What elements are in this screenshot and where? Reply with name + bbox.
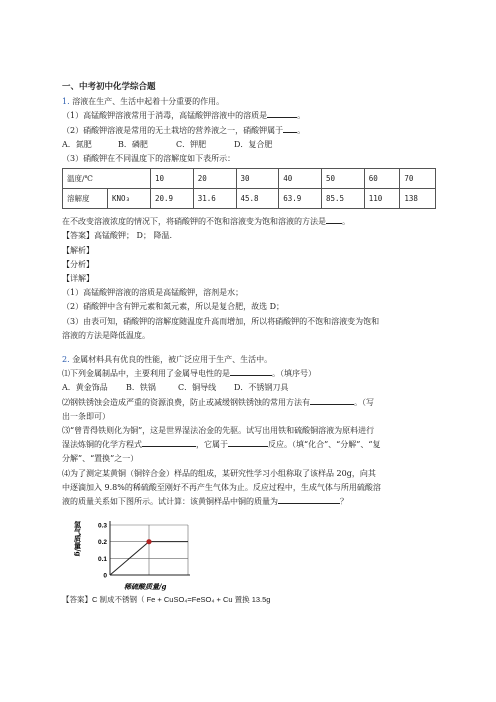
option-a: A．黄金饰品 bbox=[62, 383, 108, 393]
q1-part2-text: （2）硝酸钾溶液是常用的无土栽培的营养液之一，硝酸钾属于 bbox=[62, 125, 284, 135]
table-row bbox=[63, 169, 436, 189]
table-cell: 20 bbox=[193, 169, 236, 189]
option-d: D．复合肥 bbox=[234, 139, 273, 149]
q1-part1-text: （1）高锰酸钾溶液常用于消毒，高锰酸钾溶液中的溶质是 bbox=[62, 111, 268, 121]
q1-detail-1: （1）高锰酸钾溶液的溶质是高锰酸钾，溶剂是水； bbox=[62, 288, 244, 298]
table-cell: 85.5 bbox=[322, 189, 365, 209]
q1-part3: （3）硝酸钾在不同温度下的溶解度如下表所示： bbox=[62, 154, 236, 164]
q2-sub3c: 分解”、“置换”之一） bbox=[62, 454, 139, 464]
q1-part1 bbox=[62, 109, 442, 123]
data-point-marker bbox=[146, 539, 151, 544]
q1-part2 bbox=[62, 124, 442, 138]
q2-number: 2. bbox=[62, 355, 70, 365]
q1-stem bbox=[62, 95, 442, 109]
y-tick-label: 0.2 bbox=[97, 539, 107, 547]
q1-detail-3a: （3）由表可知，硝酸钾的溶解度随温度升高而增加，所以将硝酸钾的不饱和溶液变为饱和 bbox=[62, 316, 380, 326]
y-axis-label: 氢气质量/g bbox=[74, 521, 83, 557]
q2-sub4c-text: 液的质量关系如下图所示。试计算：该黄铜样品中铜的质量为 bbox=[62, 497, 278, 507]
table-cell: 40 bbox=[279, 169, 322, 189]
y-tick-label: 0.1 bbox=[97, 556, 107, 564]
table-cell: 45.8 bbox=[236, 189, 279, 209]
table-cell: 138 bbox=[400, 189, 436, 209]
table-cell: 10 bbox=[151, 169, 194, 189]
temperature-label: 温度/℃ bbox=[63, 169, 151, 189]
table-cell: 60 bbox=[364, 169, 400, 189]
q2-sub3b-end: 反应。（填“化合”、“分解”、“复 bbox=[268, 440, 381, 450]
q1-fenxi: 【分析】 bbox=[62, 259, 94, 269]
q1-part4-end: 。 bbox=[342, 217, 350, 227]
q1-part4 bbox=[62, 215, 442, 229]
q1-part1-end: 。 bbox=[297, 111, 306, 121]
q2-stem-text: 金属材料具有优良的性能，被广泛应用于生产、生活中。 bbox=[72, 355, 273, 365]
answer-blank bbox=[283, 124, 297, 133]
x-axis-label: 稀硫酸质量/g bbox=[124, 582, 167, 592]
q2-stem bbox=[62, 353, 442, 367]
option-b: B．磷肥 bbox=[118, 139, 148, 149]
q2-sub2a bbox=[62, 396, 442, 410]
q1-xiangjie: 【详解】 bbox=[62, 274, 94, 284]
q2-sub4c bbox=[62, 495, 442, 509]
q2-sub3a: ⑶“曾青得铁则化为铜”，这是世界湿法冶金的先驱。试写出用铁和硫酸铜溶液为原料进行 bbox=[62, 426, 375, 436]
q1-options bbox=[62, 138, 442, 152]
answer-blank bbox=[230, 367, 272, 376]
answer-blank bbox=[310, 396, 354, 405]
hydrogen-chart bbox=[74, 513, 194, 591]
solubility-label: 溶解度 bbox=[63, 189, 108, 209]
solubility-table bbox=[62, 168, 436, 209]
q2-sub2a-end: 。（写 bbox=[354, 397, 374, 407]
option-a: A．氮肥 bbox=[62, 139, 92, 149]
q2-sub1-end: 。（填序号） bbox=[272, 369, 316, 379]
y-tick-label: 0.3 bbox=[97, 522, 107, 530]
q2-sub3b-text: 湿法炼铜的化学方程式 bbox=[62, 440, 142, 450]
section-title: 一、中考初中化学综合题 bbox=[62, 82, 156, 92]
chart-svg bbox=[74, 513, 194, 591]
option-c: C．钾肥 bbox=[176, 139, 207, 149]
q1-number: 1. bbox=[62, 97, 70, 107]
q2-sub1 bbox=[62, 367, 442, 381]
q2-sub2a-text: ⑵钢铁锈蚀会造成严重的资源浪费，防止或减缓钢铁锈蚀的常用方法有 bbox=[62, 397, 310, 407]
q1-stem-text: 溶液在生产、生活中起着十分重要的作用。 bbox=[72, 97, 225, 107]
option-c: C．铜导线 bbox=[178, 383, 217, 393]
answer-blank bbox=[142, 438, 196, 447]
q1-detail-2: （2）硝酸钾中含有钾元素和氮元素，所以是复合肥，故选 D； bbox=[62, 302, 285, 312]
answer-blank bbox=[267, 109, 297, 118]
q2-sub3b-mid: ，它属于 bbox=[196, 440, 228, 450]
q2-sub4b: 中逐滴加入 9.8%的稀硫酸至刚好不再产生气体为止。反应过程中，生成气体与所用硫酸溶 bbox=[62, 482, 381, 492]
q1-answer: 【答案】高锰酸钾； D； 降温. bbox=[62, 231, 173, 241]
document-page bbox=[62, 80, 442, 607]
table-cell: 20.9 bbox=[151, 189, 194, 209]
q1-detail-3b: 溶液的方法是降低温度。 bbox=[62, 330, 150, 340]
table-cell: 31.6 bbox=[193, 189, 236, 209]
answer-blank bbox=[326, 215, 342, 224]
table-cell: 70 bbox=[400, 169, 436, 189]
q1-part4-text: 在不改变溶液浓度的情况下，将硝酸钾的不饱和溶液变为饱和溶液的方法是 bbox=[62, 217, 326, 227]
answer-blank bbox=[278, 495, 340, 504]
table-row bbox=[63, 189, 436, 209]
table-cell: 50 bbox=[322, 169, 365, 189]
q2-sub4c-end: ？ bbox=[340, 497, 348, 507]
q2-sub1-text: ⑴下列金属制品中，主要利用了金属导电性的是 bbox=[62, 369, 230, 379]
q1-jiexi: 【解析】 bbox=[62, 245, 94, 255]
q2-answer: 【答案】C 制成不锈钢（ Fe + CuSO₄=FeSO₄ + Cu 置换 13.5g bbox=[62, 595, 271, 605]
table-cell: 30 bbox=[236, 169, 279, 189]
table-cell: 110 bbox=[364, 189, 400, 209]
table-cell: 63.9 bbox=[279, 189, 322, 209]
q1-part2-end: 。 bbox=[297, 125, 306, 135]
answer-blank bbox=[228, 438, 268, 447]
substance-cell: KNO₃ bbox=[108, 189, 151, 209]
q2-options bbox=[62, 381, 442, 395]
q2-sub4a: ⑷为了测定某黄铜（铜锌合金）样品的组成，某研究性学习小组称取了该样品 20g，向其 bbox=[62, 468, 376, 478]
q2-sub3b bbox=[62, 438, 442, 452]
y-tick-label: 0 bbox=[103, 572, 107, 580]
q2-sub2b: 出一条即可） bbox=[62, 411, 110, 421]
option-d: D．不锈钢刀具 bbox=[234, 383, 289, 393]
option-b: B．铁锅 bbox=[126, 383, 156, 393]
